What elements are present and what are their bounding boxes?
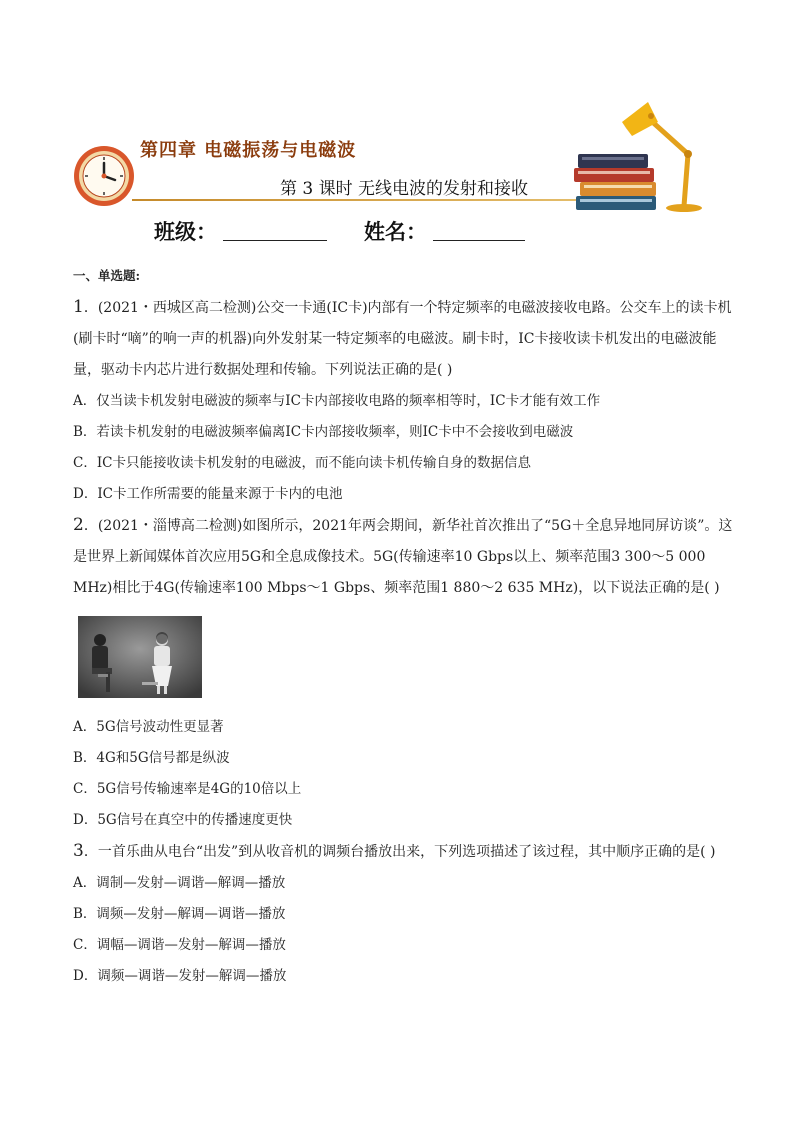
option-b: B．4G和5G信号都是纵波 (73, 750, 230, 766)
class-blank[interactable] (223, 220, 327, 241)
question-1 (73, 292, 733, 386)
class-field[interactable] (154, 216, 327, 246)
question-list (73, 266, 733, 992)
option-b: B．调频—发射—解调—调谐—播放 (73, 906, 286, 922)
interview-photo (78, 616, 202, 698)
question-3 (73, 836, 733, 868)
question-number: 3 (73, 841, 84, 861)
name-blank[interactable] (433, 220, 525, 241)
option-d: D．调频—调谐—发射—解调—播放 (73, 968, 287, 984)
chapter-title: 第四章 电磁振荡与电磁波 (140, 140, 357, 161)
option-a: A．5G信号波动性更显著 (73, 719, 224, 735)
question-text: ．(2021・西城区高二检测)公交一卡通(IC卡)内部有一个特定频率的电磁波接收电路。公交车上的读卡机(刷卡时“嘀”的响一声的机器)向外发射某一特定频率的电磁波。刷卡时，IC卡接收读卡机发出的电磁波能量，驱动卡内芯片进行数据处理和传输。下列说法正确的是( ) (73, 300, 732, 378)
option-c: C．调幅—调谐—发射—解调—播放 (73, 937, 286, 953)
clock-icon (72, 144, 136, 208)
question-number: 2 (73, 515, 84, 535)
section-heading: 一、单选题: (73, 268, 141, 283)
class-label: 班级： (154, 219, 217, 244)
question-text: ．一首乐曲从电台“出发”到从收音机的调频台播放出来，下列选项描述了该过程，其中顺序正确的是( ) (83, 844, 716, 860)
desk-lamp-icon (618, 92, 710, 214)
option-a: A．调制—发射—调谐—解调—播放 (73, 875, 286, 891)
question-2 (73, 510, 733, 604)
option-a: A．仅当读卡机发射电磁波的频率与IC卡内部接收电路的频率相等时，IC卡才能有效工作 (73, 393, 601, 409)
option-c: C．5G信号传输速率是4G的10倍以上 (73, 781, 302, 797)
lesson-title: 第 3 课时 无线电波的发射和接收 (280, 179, 529, 199)
option-b: B．若读卡机发射的电磁波频率偏离IC卡内部接收频率，则IC卡中不会接收到电磁波 (73, 424, 574, 440)
option-d: D．5G信号在真空中的传播速度更快 (73, 812, 293, 828)
header-divider (132, 199, 582, 201)
name-label: 姓名： (364, 219, 427, 244)
name-field[interactable] (364, 216, 525, 246)
question-text: ．(2021・淄博高二检测)如图所示，2021年两会期间，新华社首次推出了“5G＋全息异地同屏访谈”。这是世界上新闻媒体首次应用5G和全息成像技术。5G(传输速率10 Gbps以上、频率范围3 300～5 000 MHz)相比于4G(传输速率100 Mbps～1 Gbps、频率范围1 880～2 635 MHz)，以下说法正确的是( ) (73, 518, 733, 596)
option-c: C．IC卡只能接收读卡机发射的电磁波，而不能向读卡机传输自身的数据信息 (73, 455, 531, 471)
option-d: D．IC卡工作所需要的能量来源于卡内的电池 (73, 486, 343, 502)
question-number: 1 (73, 297, 84, 317)
